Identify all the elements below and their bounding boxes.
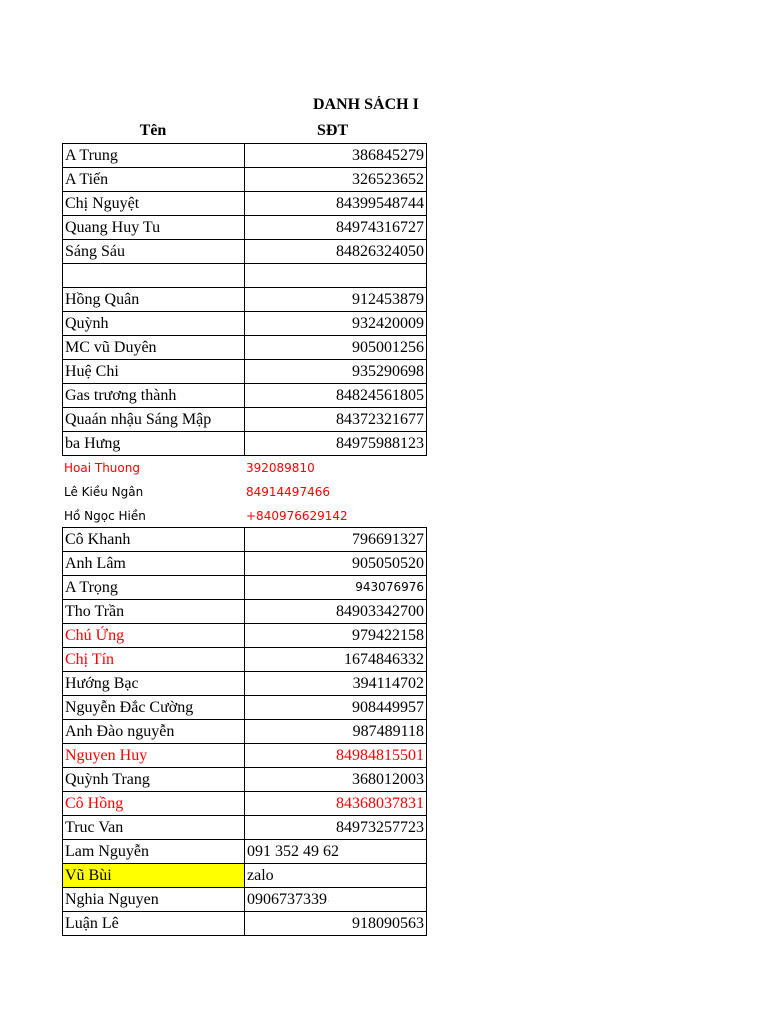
phone-cell[interactable]: 979422158 [244, 624, 427, 648]
name-cell[interactable]: Anh Đào nguyễn [62, 720, 244, 744]
name-cell[interactable]: MC vũ Duyên [62, 336, 244, 360]
phone-cell[interactable]: 935290698 [244, 360, 427, 384]
phone-cell[interactable]: 84826324050 [244, 240, 427, 264]
name-cell[interactable]: Quỳnh [62, 312, 244, 336]
phone-cell[interactable]: +840976629142 [246, 509, 348, 523]
name-cell[interactable]: Hồng Quân [62, 288, 244, 312]
table-row [62, 576, 427, 600]
table-row [62, 360, 427, 384]
phone-cell[interactable] [244, 888, 427, 912]
phone-cell[interactable]: 918090563 [244, 912, 427, 936]
table-row [62, 456, 427, 480]
name-cell[interactable]: Quang Huy Tu [62, 216, 244, 240]
name-cell[interactable]: Nguyễn Đắc Cường [62, 696, 244, 720]
name-cell[interactable]: Huệ Chi [62, 360, 244, 384]
phone-cell[interactable]: 84974316727 [244, 216, 427, 240]
contact-table [62, 143, 427, 936]
phone-cell[interactable]: 392089810 [246, 461, 315, 475]
table-row [62, 143, 427, 168]
table-row [62, 312, 427, 336]
name-cell[interactable]: Chú Ứng [62, 624, 244, 648]
table-row [62, 624, 427, 648]
name-cell[interactable]: Tho Trần [62, 600, 244, 624]
phone-cell[interactable]: 943076976 [244, 576, 427, 600]
sheet-title: DANH SÁCH I [313, 96, 419, 113]
name-cell[interactable]: Sáng Sáu [62, 240, 244, 264]
name-cell[interactable]: Lam Nguyễn [62, 840, 244, 864]
phone-cell[interactable]: 905001256 [244, 336, 427, 360]
phone-cell[interactable]: 84824561805 [244, 384, 427, 408]
name-cell[interactable]: Nguyen Huy [62, 744, 244, 768]
table-row [62, 240, 427, 264]
name-cell[interactable]: Quaán nhậu Sáng Mập [62, 408, 244, 432]
table-row [62, 168, 427, 192]
name-cell[interactable]: Nghia Nguyen [62, 888, 244, 912]
table-row [62, 384, 427, 408]
table-row [62, 600, 427, 624]
column-header-name[interactable]: Tên [139, 122, 167, 139]
phone-cell[interactable]: 326523652 [244, 168, 427, 192]
table-row [62, 480, 427, 504]
name-cell[interactable]: Cô Hồng [62, 792, 244, 816]
table-row-empty [62, 264, 427, 288]
trailing-mark: · [327, 896, 330, 906]
table-row [62, 288, 427, 312]
phone-cell[interactable]: 912453879 [244, 288, 427, 312]
phone-cell[interactable]: 368012003 [244, 768, 427, 792]
table-row [62, 336, 427, 360]
table-row [62, 912, 427, 936]
phone-cell[interactable]: 796691327 [244, 527, 427, 552]
table-row [62, 768, 427, 792]
name-cell[interactable]: Truc Van [62, 816, 244, 840]
table-row [62, 816, 427, 840]
name-cell[interactable]: Quỳnh Trang [62, 768, 244, 792]
name-cell[interactable]: Lê Kiều Ngân [64, 485, 144, 499]
phone-cell[interactable]: 905050520 [244, 552, 427, 576]
phone-cell[interactable]: 84914497466 [246, 485, 330, 499]
table-row [62, 696, 427, 720]
phone-cell[interactable]: 84903342700 [244, 600, 427, 624]
phone-cell[interactable]: 932420009 [244, 312, 427, 336]
name-cell[interactable]: A Trung [62, 143, 244, 168]
name-cell[interactable] [62, 264, 244, 288]
phone-cell[interactable]: 1674846332 [244, 648, 427, 672]
phone-cell[interactable]: 84973257723 [244, 816, 427, 840]
name-cell[interactable]: Hoai Thuong [64, 461, 140, 475]
table-row [62, 504, 427, 527]
phone-cell[interactable]: 091 352 49 62 [244, 840, 427, 864]
table-row [62, 552, 427, 576]
table-row [62, 527, 427, 552]
name-cell-highlighted[interactable]: Vũ Bùi [62, 864, 244, 888]
phone-cell[interactable]: 84975988123 [244, 432, 427, 456]
phone-cell[interactable]: 84368037831 [244, 792, 427, 816]
table-row [62, 408, 427, 432]
table-row [62, 648, 427, 672]
table-row [62, 216, 427, 240]
name-cell[interactable]: Gas trương thành [62, 384, 244, 408]
table-row [62, 744, 427, 768]
name-cell[interactable]: Cô Khanh [62, 527, 244, 552]
name-cell[interactable]: Hồ Ngọc Hiền [64, 509, 146, 523]
table-row [62, 192, 427, 216]
phone-cell[interactable]: zalo [244, 864, 427, 888]
phone-cell[interactable]: 987489118 [244, 720, 427, 744]
name-cell[interactable]: Chị Tín [62, 648, 244, 672]
name-cell[interactable]: A Tiến [62, 168, 244, 192]
table-row [62, 888, 427, 912]
column-header-phone[interactable]: SĐT [317, 122, 349, 139]
name-cell[interactable]: A Trọng [62, 576, 244, 600]
table-row [62, 840, 427, 864]
name-cell[interactable]: Anh Lâm [62, 552, 244, 576]
phone-cell[interactable]: 84372321677 [244, 408, 427, 432]
table-row [62, 720, 427, 744]
table-row [62, 792, 427, 816]
phone-cell[interactable]: 394114702 [244, 672, 427, 696]
table-row [62, 432, 427, 456]
phone-cell[interactable]: 386845279 [244, 143, 427, 168]
phone-cell[interactable]: 84984815501 [244, 744, 427, 768]
name-cell[interactable]: Hướng Bạc [62, 672, 244, 696]
name-cell[interactable]: ba Hưng [62, 432, 244, 456]
phone-cell[interactable]: 908449957 [244, 696, 427, 720]
name-cell[interactable]: Chị Nguyệt [62, 192, 244, 216]
phone-cell[interactable] [244, 264, 427, 288]
table-row [62, 672, 427, 696]
table-row-highlighted [62, 864, 427, 888]
phone-value: 0906737339 [247, 891, 327, 908]
phone-cell[interactable]: 84399548744 [244, 192, 427, 216]
name-cell[interactable]: Luận Lê [62, 912, 244, 936]
